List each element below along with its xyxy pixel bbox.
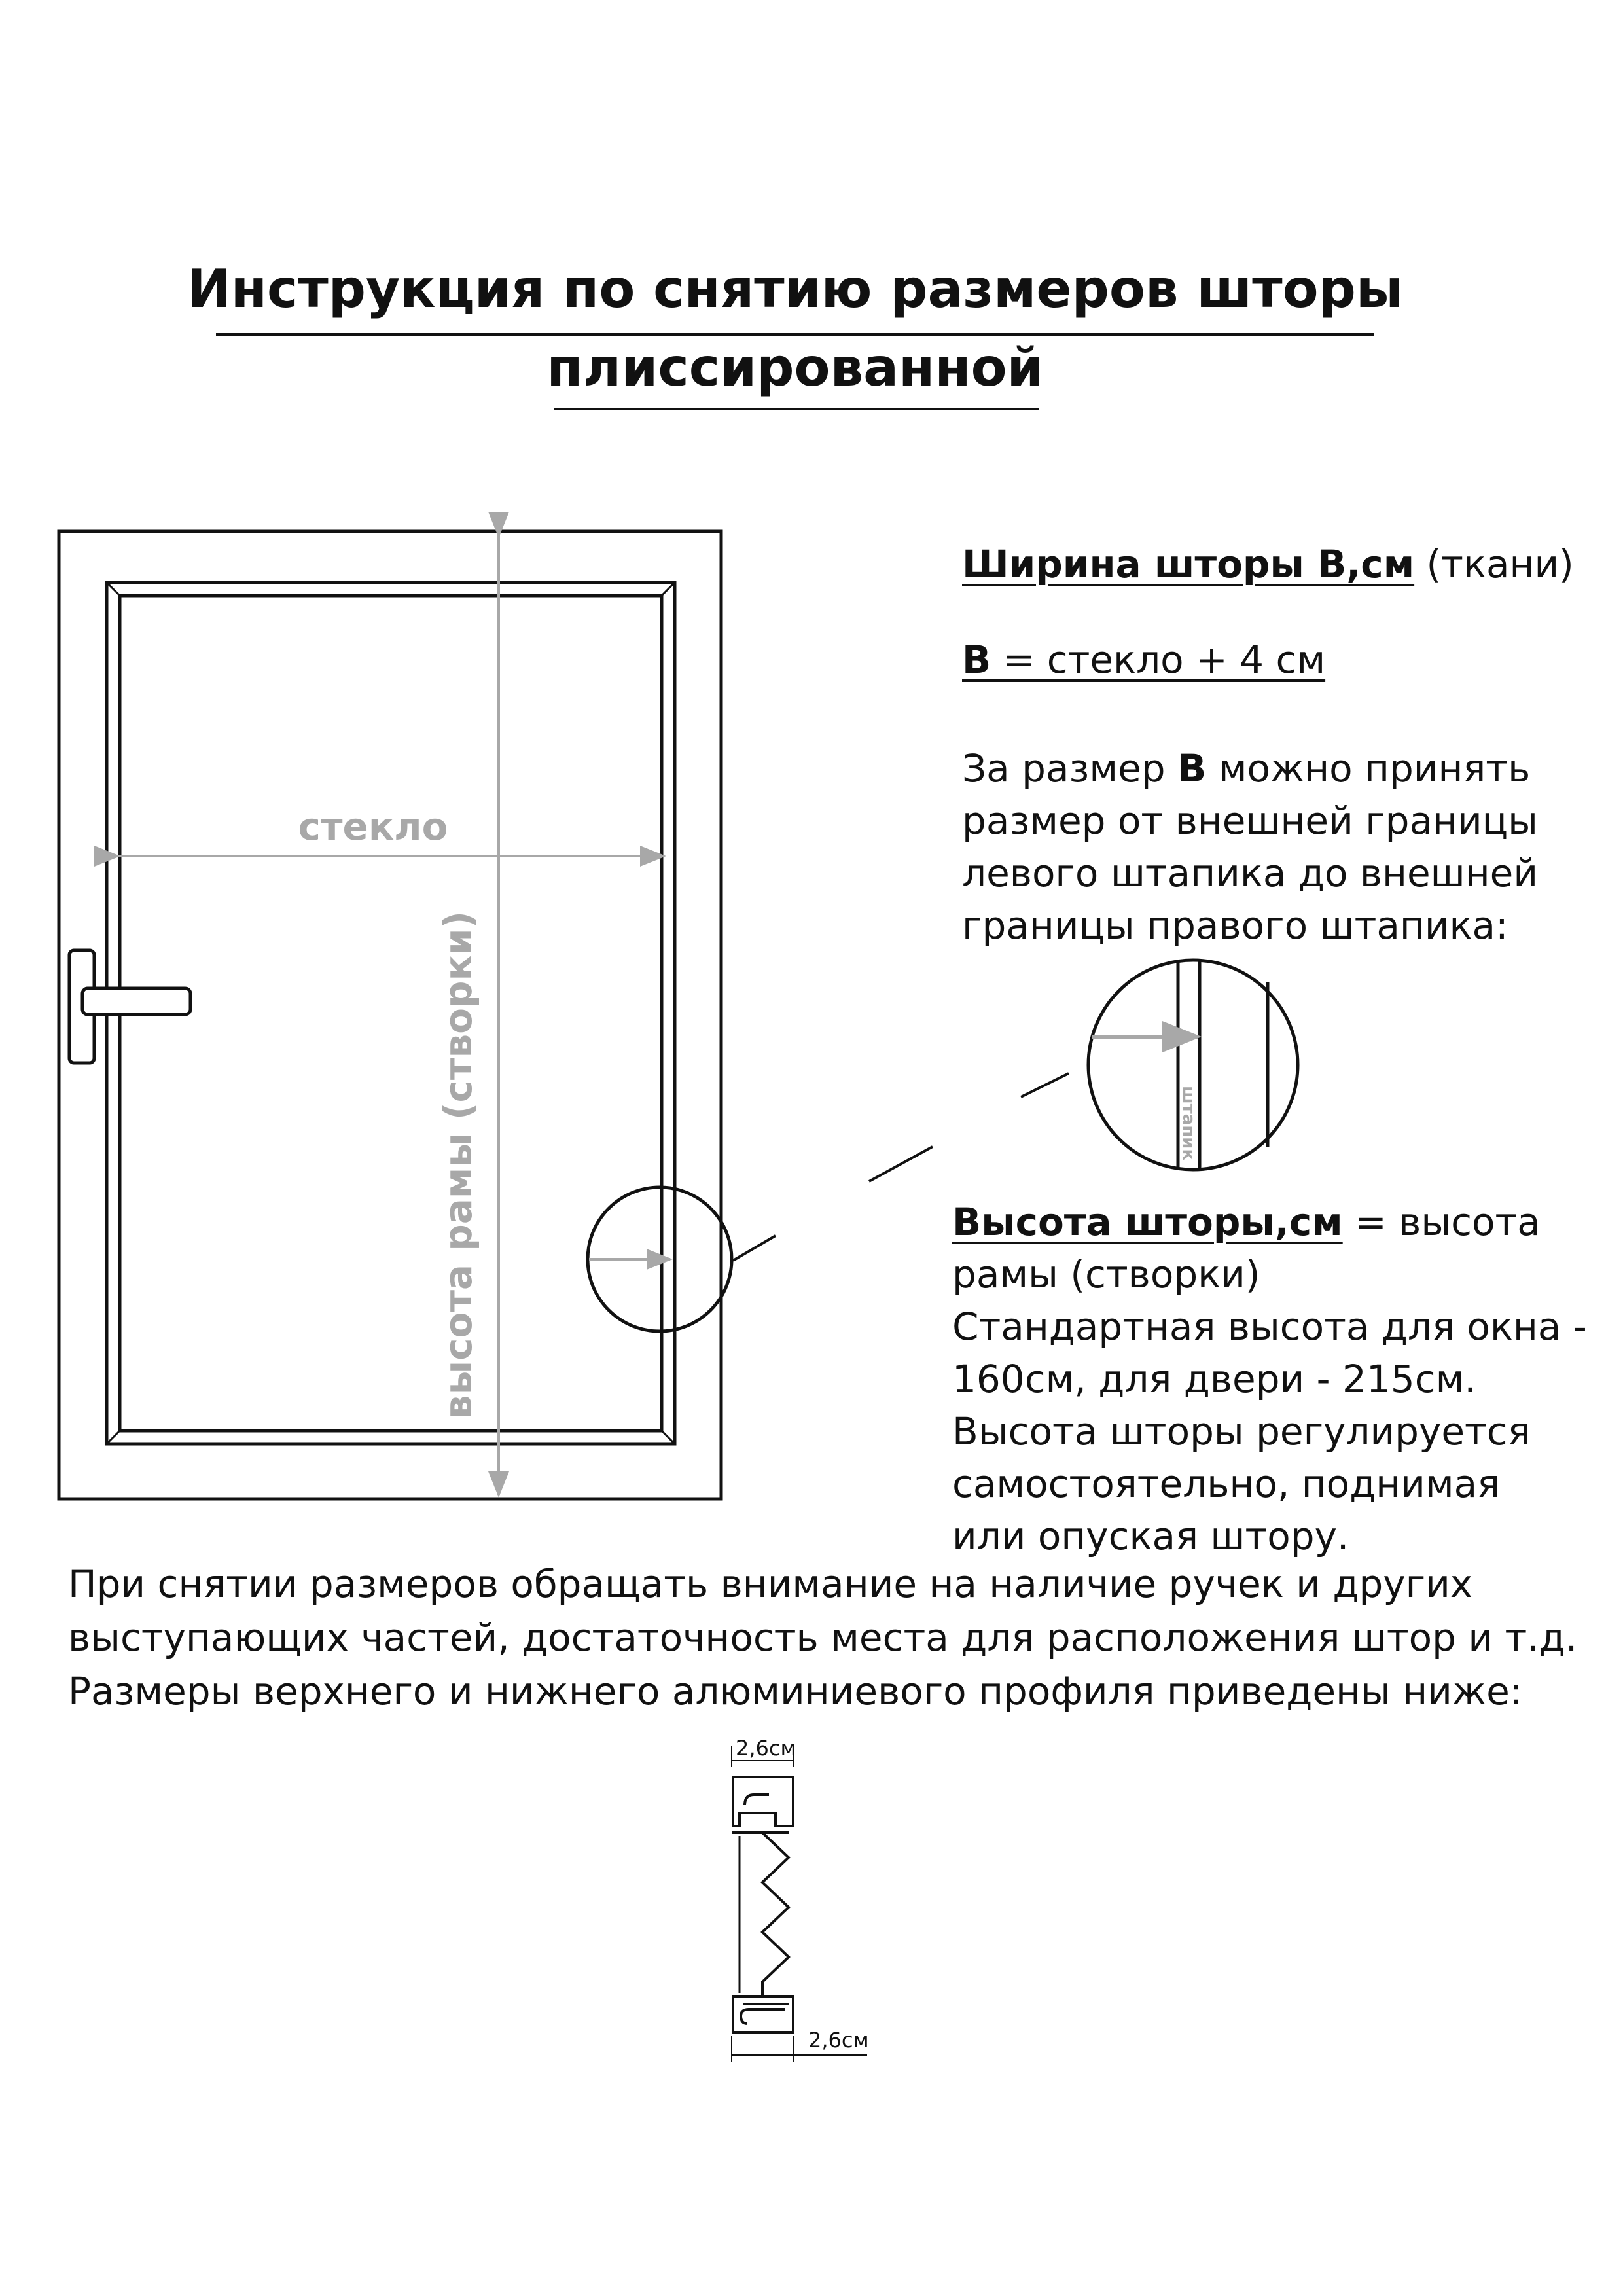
bevel-bl — [107, 1431, 120, 1444]
height-heading-bold: Высота шторы,см — [952, 1200, 1343, 1244]
height-line3: Стандартная высота для окна - — [952, 1304, 1587, 1349]
height-heading — [952, 1194, 1541, 1249]
note-text-before: За размер — [962, 746, 1178, 791]
top-profile-icon — [733, 1777, 793, 1826]
width-heading — [962, 537, 1574, 592]
bottom-note-line3: Размеры верхнего и нижнего алюминиевого профиля приведены ниже: — [68, 1669, 1523, 1713]
width-heading-rest: (ткани) — [1414, 542, 1574, 586]
profile-drawing — [732, 1736, 869, 2062]
note-symbol: B — [1177, 746, 1207, 791]
glass-label: стекло — [298, 804, 448, 849]
width-heading-bold: Ширина шторы B,см — [962, 542, 1415, 586]
width-note-line2: размер от внешней границы — [962, 798, 1538, 843]
height-line6: самостоятельно, поднимая — [952, 1462, 1501, 1506]
page-title-line2: плиссированной — [546, 337, 1044, 398]
glass-pane — [120, 596, 662, 1431]
bottom-note-line2: выступающих частей, достаточность места для расположения штор и т.д. — [68, 1615, 1578, 1660]
width-formula — [962, 632, 1325, 687]
sash-frame — [107, 583, 675, 1444]
page-title-line1: Инструкция по снятию размеров шторы — [187, 259, 1404, 319]
height-line5: Высота шторы регулируется — [952, 1409, 1531, 1454]
window-handle-icon — [69, 950, 190, 1063]
leader-segment-1 — [733, 1236, 776, 1261]
bevel-tr — [662, 583, 675, 596]
width-note-line3: левого штапика до внешней — [962, 851, 1539, 895]
formula-rest: = стекло + 4 см — [991, 637, 1326, 682]
bevel-br — [662, 1431, 675, 1444]
height-line7: или опуская штору. — [952, 1514, 1349, 1558]
leader-segment-3 — [1021, 1073, 1069, 1097]
note-text-after: можно принять — [1206, 746, 1531, 791]
bead-label: штапик — [1179, 1085, 1198, 1161]
height-heading-rest: = высота — [1342, 1200, 1541, 1244]
bevel-tl — [107, 583, 120, 596]
frame-height-label: высота рамы (створки) — [436, 910, 480, 1420]
formula-symbol: B — [962, 637, 991, 682]
top-profile-size: 2,6см — [736, 1736, 796, 1761]
width-note-line1 — [962, 741, 1530, 796]
bottom-note-line1: При снятии размеров обращать внимание на наличие ручек и других — [68, 1562, 1473, 1606]
pleated-fabric-icon — [762, 1833, 789, 1996]
leader-segment-2 — [869, 1147, 933, 1181]
height-line2: рамы (створки) — [952, 1252, 1260, 1297]
bottom-profile-size: 2,6см — [808, 2028, 869, 2053]
height-line4: 160см, для двери - 215см. — [952, 1357, 1476, 1401]
width-note-line4: границы правого штапика: — [962, 903, 1508, 948]
